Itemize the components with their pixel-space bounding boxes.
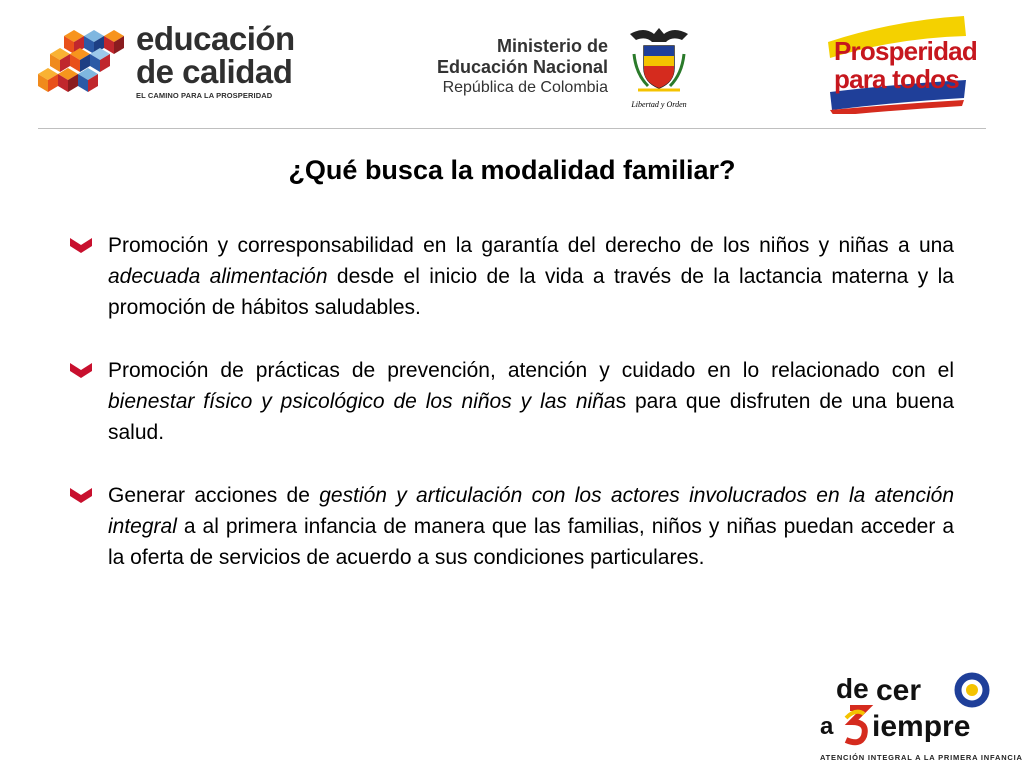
colombia-coat-of-arms xyxy=(624,24,694,112)
bullet-text-2c: s para que disfruten de una buena salud. xyxy=(108,390,954,444)
ministry-name xyxy=(418,36,608,98)
bullet-item xyxy=(68,480,954,573)
coat-of-arms-icon xyxy=(624,24,694,100)
bullet-text-3a: Generar acciones de xyxy=(108,484,320,507)
bullet-text-2b: bienestar físico y psicológico de los niños y las niña xyxy=(108,390,616,413)
bullet-text-1a: Promoción y corresponsabilidad en la garantía del derecho de los niños y niñas a una xyxy=(108,234,954,257)
prosperidad-line2: para todos xyxy=(834,64,959,94)
bullet-text-1b: adecuada alimentación xyxy=(108,265,328,288)
educacion-de-calidad-logo xyxy=(38,22,308,104)
ministry-line1: Ministerio de xyxy=(496,36,608,56)
logo-siempre: iempre xyxy=(872,710,971,743)
ministry-line3: República de Colombia xyxy=(442,79,608,96)
cubes-icon xyxy=(38,30,130,100)
bullet-text-1c: desde el inicio de la vida a través de la lactancia materna y la promoción de hábitos saludables. xyxy=(108,265,954,319)
bullet-item xyxy=(68,355,954,448)
logo-de: de xyxy=(836,673,869,704)
edu-logo-line2: de calidad xyxy=(136,53,293,90)
header-divider xyxy=(38,128,986,129)
logo-a: a xyxy=(820,713,834,740)
edu-logo-line1: educación xyxy=(136,20,295,57)
edu-logo-tagline: EL CAMINO PARA LA PROSPERIDAD xyxy=(136,91,273,100)
chevron-bullet-icon xyxy=(70,361,92,379)
logo-tagline: ATENCIÓN INTEGRAL A LA PRIMERA INFANCIA xyxy=(820,753,1023,762)
bullet-text-3b: gestión y articulación con los actores involucrados en la atención integral xyxy=(108,484,954,538)
bullet-item xyxy=(68,230,954,323)
bullet-text-3c: a al primera infancia de manera que las familias, niños y niñas puedan acceder a la oferta de servicios de acuerdo a sus condiciones particulares. xyxy=(108,515,954,569)
bullet-list xyxy=(68,230,954,605)
slide-title: ¿Qué busca la modalidad familiar? xyxy=(288,155,736,185)
prosperidad-logo xyxy=(826,14,976,114)
ministry-motto: Libertad y Orden xyxy=(631,100,687,109)
de-cero-a-siempre-icon xyxy=(806,668,1024,768)
bullet-text-2a: Promoción de prácticas de prevención, atención y cuidado en lo relacionado con el xyxy=(108,359,954,382)
de-cero-a-siempre-logo xyxy=(806,668,1024,768)
logo-cero: cer xyxy=(876,674,922,707)
prosperidad-line1: Prosperidad xyxy=(834,36,977,66)
chevron-bullet-icon xyxy=(70,486,92,504)
ministry-line2: Educación Nacional xyxy=(436,57,608,77)
chevron-bullet-icon xyxy=(70,236,92,254)
